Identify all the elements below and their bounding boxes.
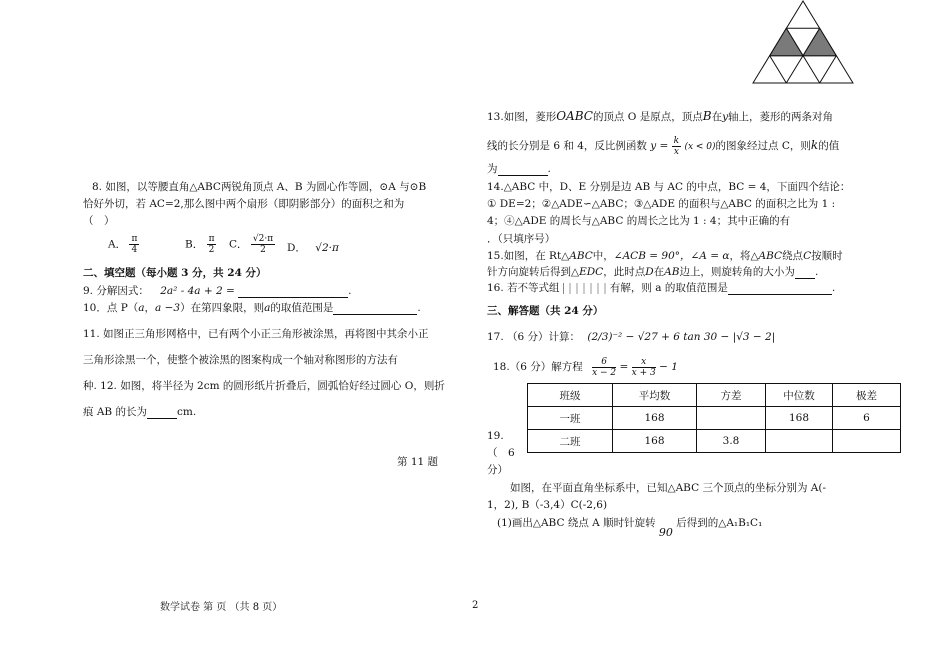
q13-k: k [810, 138, 819, 152]
q19-text-b: 后得到的△A₁B₁C₁ [676, 517, 763, 529]
q15-C: C [803, 250, 812, 262]
q15-D: D [645, 266, 654, 278]
q16-answer-blank[interactable] [728, 283, 832, 295]
q15-line2 [487, 265, 818, 279]
table-header-cell: 中位数 [766, 384, 833, 407]
q9-answer-blank[interactable] [238, 286, 348, 298]
table-cell: 二班 [528, 430, 613, 453]
table-cell: 168 [766, 407, 833, 430]
q15-text-g: ，此时点 [603, 266, 646, 278]
q13-B: B [702, 109, 712, 123]
q13-end: . [547, 163, 551, 175]
option-d-value: √2·π [315, 242, 339, 254]
q13-text-f: 的图象经过点 C，则 [715, 140, 811, 152]
q15-text-h: 在 [653, 266, 665, 278]
option-b-label: B． [185, 238, 204, 251]
table-cell: 一班 [528, 407, 613, 430]
q16-middle: 有解，则 a 的取值范围是 [609, 282, 728, 294]
q10-rest: 的取值范围是 [270, 302, 334, 314]
q15-line1 [487, 249, 843, 263]
q14-line4: ．（只填序号） [487, 233, 556, 245]
q16-end: . [831, 282, 836, 294]
q13-text-d: 轴上，菱形的两条对角 [728, 111, 833, 123]
q13-text-a: 13.如图，菱形 [487, 111, 557, 123]
table-cell: 168 [613, 407, 697, 430]
q15-answer-blank[interactable] [795, 267, 815, 279]
q16-prefix: 16. 若不等式组 [487, 282, 560, 294]
q13-text-e: 线的长分别是 6 和 4，反比例函数 [487, 140, 647, 152]
q18-rhs-num: x [632, 357, 656, 368]
q13-answer-blank[interactable] [498, 164, 548, 176]
q14-line2: ① DE=2；②△ADE∽△ABC；③△ADE 的面积与△ABC 的面积之比为 1 : [487, 198, 836, 210]
option-a-label: A． [108, 238, 127, 251]
section2-heading: 二、填空题（每小题 3 分，共 24 分） [83, 267, 267, 279]
q12-prefix: 痕 AB 的长为 [83, 406, 147, 418]
q8-line2: 恰好外切，若 AC=2,那么图中两个扇形（即阴影部分）的面积之和为 [83, 198, 405, 210]
q11-line3: 种. 12. 如图，将半径为 2cm 的圆形纸片折叠后，圆弧恰好经过圆心 O，则折 [83, 380, 445, 392]
q13-oabc: OABC [556, 109, 593, 123]
q12-suffix: cm. [176, 406, 197, 418]
q13-text-b: 的顶点 O 是原点，顶点 [592, 111, 703, 123]
table-header-cell: 平均数 [613, 384, 697, 407]
option-b-num: π [208, 234, 215, 244]
q11-line1: 11. 如图正三角形网格中，已有两个小正三角形被涂黑，再将图中其余小正 [83, 328, 429, 340]
triangle-grid-figure [750, 0, 856, 86]
q9-prefix: 9. 分解因式： [83, 285, 149, 297]
q15-text-i: 边上，则旋转角的大小为 [679, 266, 795, 278]
q18-lhs-fraction [592, 357, 616, 378]
inequality-system-brace [563, 283, 610, 294]
q19-line1: 如图，在平面直角坐标系中，已知△ABC 三个顶点的坐标分别为 A(- [510, 482, 827, 494]
table-header-row [528, 384, 901, 407]
q19-line3 [497, 516, 763, 539]
q19-label-2: （ 6 [487, 447, 515, 459]
q13-text-c: 在 [711, 111, 723, 123]
q15-text-c: ，将 [729, 250, 751, 262]
q10-answer-blank[interactable] [333, 303, 417, 315]
fig11-caption: 第 11 题 [397, 456, 439, 468]
q8-option-d [287, 240, 339, 255]
q14-line3: 4；④△ADE 的周长与△ABC 的周长之比为 1 : 4；其中正确的有 [487, 215, 791, 227]
q17-expr: (2/3)⁻² − √27 + 6 tan 30 − |√3 − 2| [587, 331, 776, 343]
q10-var: a [264, 302, 271, 314]
q19-angle: 90 [658, 526, 673, 539]
grid-outer-triangle [753, 1, 853, 83]
q15-edc: △EDC [571, 266, 604, 278]
q9 [83, 284, 352, 298]
q18-tail: − 1 [659, 361, 678, 373]
q9-expr: 2a² - 4a + 2 = [160, 285, 235, 297]
table-header-cell: 方差 [697, 384, 766, 407]
option-b-den: 2 [208, 245, 215, 255]
q17-prefix: 17. （6 分）计算： [487, 331, 581, 343]
q18-prefix: 18.（6 分）解方程 [493, 361, 583, 373]
q13-func-num: k [673, 135, 680, 146]
table-row [528, 407, 901, 430]
q18 [493, 356, 678, 378]
q18-lhs-den: x − 2 [592, 367, 617, 378]
q13-func-cond: (x < 0) [684, 142, 716, 152]
q18-rhs-den: x + 3 [631, 367, 656, 378]
q13-line3 [487, 162, 551, 176]
q14-line1: 14.△ABC 中，D、E 分别是边 AB 与 AC 的中点，BC = 4，下面四个结论： [487, 181, 851, 193]
table-cell[interactable] [697, 407, 766, 430]
q10-expr: a −3 [155, 302, 181, 314]
q13-line2 [487, 134, 839, 158]
q13-line1 [487, 109, 833, 124]
q11-line4 [83, 405, 196, 419]
q18-lhs-num: 6 [592, 357, 616, 368]
q15-text-a: 15.如图，在 Rt [487, 250, 562, 262]
q17 [487, 330, 775, 344]
q18-rhs-fraction [632, 357, 656, 378]
table-header-cell: 极差 [833, 384, 901, 407]
q15-text-f: 针方向旋转后得到 [487, 266, 571, 278]
q15-end: . [814, 266, 819, 278]
q13-func-lhs: y = [650, 140, 669, 152]
shaded-triangle-right [803, 28, 836, 55]
q19-text-a: (1)画出△ABC 绕点 A 顺时针旋转 [497, 517, 656, 529]
q15-AB: AB [664, 266, 680, 278]
q18-eq: = [619, 361, 629, 373]
q10 [83, 301, 421, 315]
option-a-num: π [131, 234, 138, 244]
q9-suffix: . [348, 285, 352, 297]
q13-func-den: x [673, 146, 679, 157]
q13-text-g: 的值 [818, 140, 840, 152]
table-cell: 168 [613, 430, 697, 453]
q10-a: a [138, 302, 145, 314]
table-cell: 6 [833, 407, 901, 430]
option-c-den: 2 [260, 245, 266, 255]
page-number: 2 [472, 600, 479, 611]
grade-statistics-table [527, 383, 901, 453]
option-a-fraction [129, 234, 139, 255]
q12-answer-blank[interactable] [147, 407, 177, 419]
table-cell[interactable] [766, 430, 833, 453]
table-cell[interactable] [833, 430, 901, 453]
option-c-fraction [251, 234, 275, 255]
q15-abc: △ABC [561, 250, 593, 262]
q8-line1: 8. 如图，以等腰直角△ABC两锐角顶点 A、B 为圆心作等圆，⊙A 与⊙B [92, 181, 427, 193]
option-c-num: √2·π [252, 234, 274, 244]
section3-heading: 三、解答题（共 24 分） [487, 305, 604, 317]
q13-func-fraction [672, 136, 681, 157]
q19-label-3: 分） [487, 464, 508, 476]
q16 [487, 281, 835, 295]
option-a-den: 4 [131, 245, 138, 255]
table-header-cell: 班级 [528, 384, 613, 407]
q13-y: y [722, 111, 728, 123]
footer-text: 数学试卷 第 页 （共 8 页） [160, 602, 283, 613]
q10-mid: ）在第四象限，则 [180, 302, 265, 314]
q15-text-d: 绕点 [782, 250, 804, 262]
q19-line2: 1，2), B（-3,4）C(-2,6) [487, 499, 608, 511]
q8-option-a [108, 234, 139, 255]
q8-line3: （ ） [83, 215, 115, 227]
q8-option-b [185, 234, 216, 255]
option-b-fraction [207, 234, 217, 255]
table-cell: 3.8 [697, 430, 766, 453]
q15-abc2: △ABC [750, 250, 783, 262]
q8-option-c [229, 234, 275, 255]
table-row [528, 430, 901, 453]
shaded-triangle-left [770, 28, 803, 55]
q15-text-e: 按顺时 [811, 250, 843, 262]
q10-sep: ， [144, 302, 156, 314]
q15-text-b: 中， [592, 250, 614, 262]
q19-label-1: 19. [487, 430, 504, 442]
option-c-label: C． [229, 238, 248, 251]
q10-suffix: . [417, 302, 421, 314]
option-d-label: D． [287, 242, 306, 254]
q13-text-h: 为 [487, 163, 498, 175]
q10-prefix: 10．点 P（ [83, 302, 139, 314]
q15-angle: ∠ACB = 90°，∠A = α [613, 250, 730, 262]
q11-line2: 三角形涂黑一个，使整个被涂黑的图案构成一个轴对称图形的方法有 [83, 354, 398, 366]
